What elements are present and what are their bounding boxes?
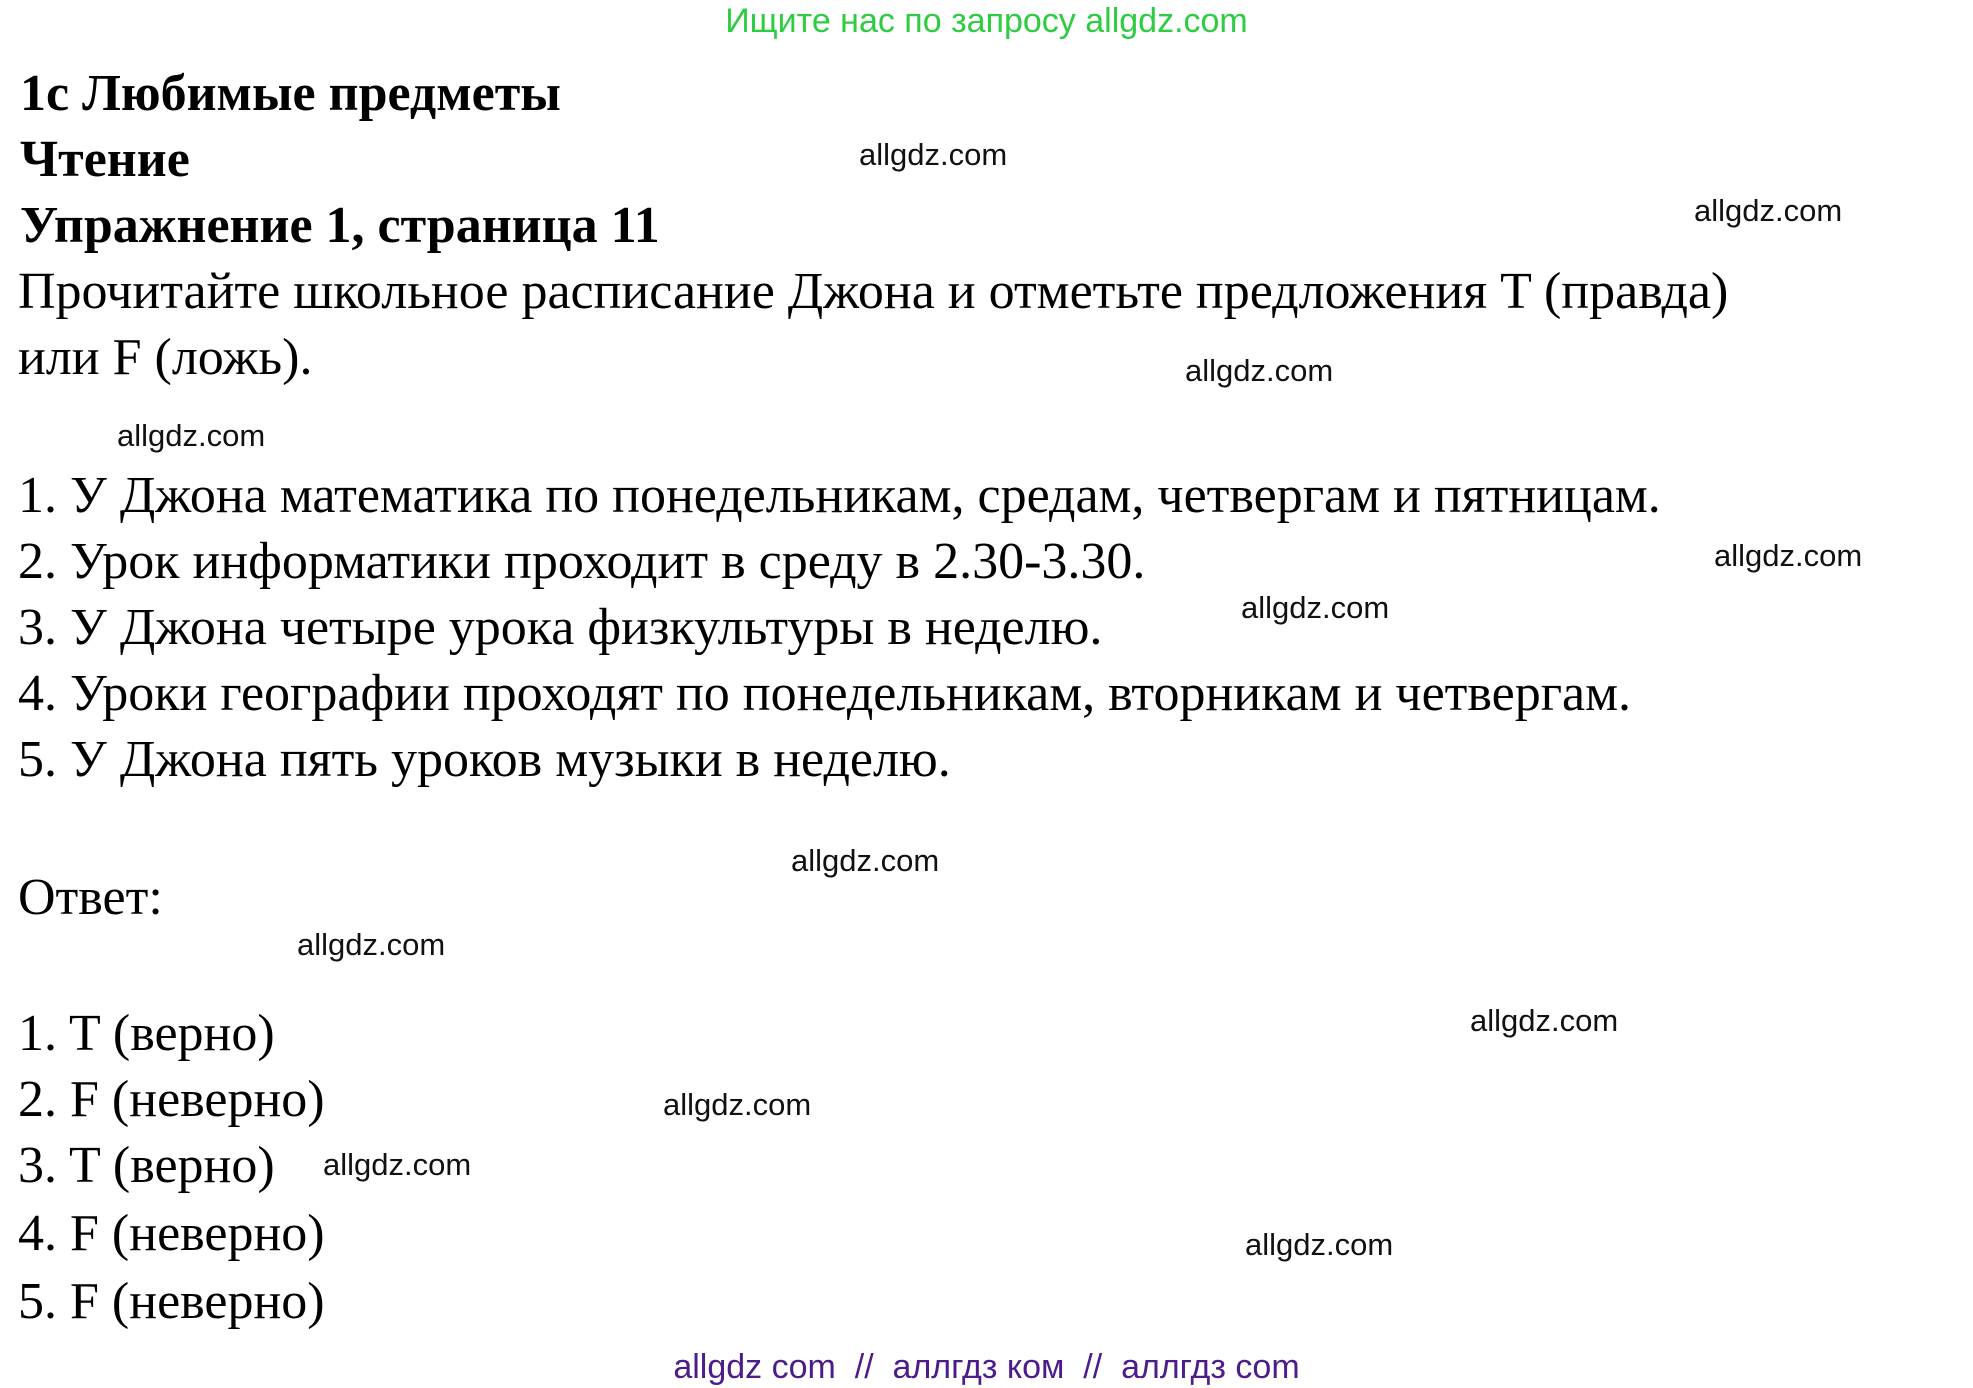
statement-item: 5. У Джона пять уроков музыки в неделю. — [18, 731, 951, 788]
watermark: allgdz.com — [297, 927, 446, 962]
answer-item: 5. F (неверно) — [18, 1273, 325, 1330]
watermark: allgdz.com — [859, 137, 1008, 172]
statement-item: 3. У Джона четыре урока физкультуры в неделю. — [18, 599, 1103, 656]
watermark: allgdz.com — [1470, 1003, 1619, 1038]
statement-item: 1. У Джона математика по понедельникам, средам, четвергам и пятницам. — [18, 467, 1661, 524]
answer-item: 2. F (неверно) — [18, 1071, 325, 1128]
watermark: allgdz.com — [1185, 353, 1334, 388]
unit-title: 1с Любимые предметы — [20, 65, 561, 122]
statement-item: 2. Урок информатики проходит в среду в 2.30-3.30. — [18, 533, 1146, 590]
watermark: allgdz.com — [791, 843, 940, 878]
watermark: allgdz.com — [1245, 1227, 1394, 1262]
top-banner: Ищите нас по запросу allgdz.com — [725, 2, 1248, 40]
footer-links: allgdz com // аллгдз ком // аллгдз com — [673, 1348, 1300, 1386]
watermark: allgdz.com — [663, 1087, 812, 1122]
watermark: allgdz.com — [1694, 193, 1843, 228]
instruction-line-1: Прочитайте школьное расписание Джона и отметьте предложения T (правда) — [18, 263, 1729, 320]
answer-label: Ответ: — [18, 869, 163, 926]
exercise-title: Упражнение 1, страница 11 — [20, 197, 660, 254]
answer-item: 1. T (верно) — [18, 1005, 275, 1062]
section-title: Чтение — [20, 131, 190, 188]
answer-item: 3. T (верно) — [18, 1137, 275, 1194]
instruction-line-2: или F (ложь). — [18, 329, 313, 386]
watermark: allgdz.com — [1714, 538, 1863, 573]
watermark: allgdz.com — [1241, 590, 1390, 625]
watermark: allgdz.com — [323, 1147, 472, 1182]
statement-item: 4. Уроки географии проходят по понедельникам, вторникам и четвергам. — [18, 665, 1632, 722]
answer-item: 4. F (неверно) — [18, 1205, 325, 1262]
watermark: allgdz.com — [117, 418, 266, 453]
